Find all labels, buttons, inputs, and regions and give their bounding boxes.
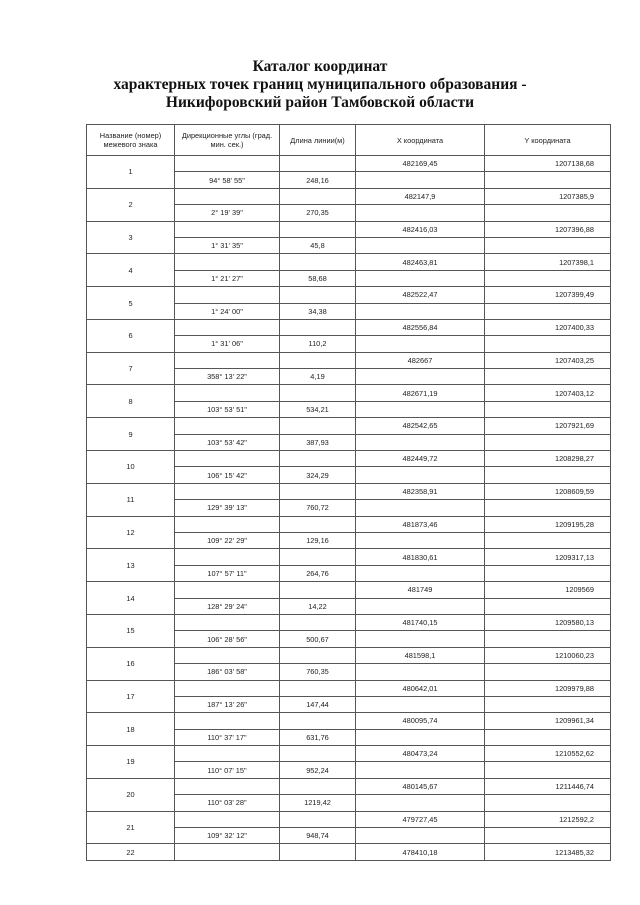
point-number-cell: 2	[87, 188, 175, 221]
y-coordinate-cell	[485, 369, 611, 385]
angle-cell: 110° 07' 15"	[175, 762, 280, 778]
length-cell: 4,19	[280, 369, 356, 385]
length-cell	[280, 746, 356, 762]
y-coordinate-cell	[485, 762, 611, 778]
length-cell	[280, 483, 356, 499]
y-coordinate-cell: 1208298,27	[485, 451, 611, 467]
y-coordinate-cell: 1207403,25	[485, 352, 611, 368]
y-coordinate-cell: 1208609,59	[485, 483, 611, 499]
length-cell: 760,35	[280, 664, 356, 680]
x-coordinate-cell	[356, 237, 485, 253]
table-row-point	[87, 156, 611, 172]
length-cell: 948,74	[280, 828, 356, 844]
point-number-cell: 3	[87, 221, 175, 254]
angle-cell	[175, 614, 280, 630]
length-cell: 147,44	[280, 696, 356, 712]
angle-cell	[175, 844, 280, 860]
point-number-cell: 17	[87, 680, 175, 713]
header-x: X координата	[356, 125, 485, 156]
length-cell	[280, 352, 356, 368]
length-cell: 270,35	[280, 205, 356, 221]
angle-cell	[175, 811, 280, 827]
angle-cell: 187° 13' 26"	[175, 696, 280, 712]
angle-cell: 1° 31' 35"	[175, 237, 280, 253]
x-coordinate-cell: 482147,9	[356, 188, 485, 204]
length-cell: 14,22	[280, 598, 356, 614]
angle-cell: 110° 03' 28"	[175, 795, 280, 811]
x-coordinate-cell: 482463,81	[356, 254, 485, 270]
header-angle: Дирекционные углы (град. мин. сек.)	[175, 125, 280, 156]
table-row-point	[87, 811, 611, 827]
angle-cell: 106° 28' 56"	[175, 631, 280, 647]
table-row-point	[87, 582, 611, 598]
angle-cell: 186° 03' 58"	[175, 664, 280, 680]
y-coordinate-cell	[485, 336, 611, 352]
length-cell: 264,76	[280, 565, 356, 581]
y-coordinate-cell: 1207403,12	[485, 385, 611, 401]
length-cell: 387,93	[280, 434, 356, 450]
angle-cell: 109° 22' 29"	[175, 532, 280, 548]
table-row-point	[87, 778, 611, 794]
table-row-point	[87, 483, 611, 499]
angle-cell	[175, 221, 280, 237]
x-coordinate-cell	[356, 434, 485, 450]
y-coordinate-cell	[485, 434, 611, 450]
point-number-cell: 4	[87, 254, 175, 287]
title-line-1: Каталог координат	[252, 58, 388, 75]
length-cell	[280, 418, 356, 434]
length-cell	[280, 713, 356, 729]
table-row-point	[87, 287, 611, 303]
x-coordinate-cell	[356, 172, 485, 188]
point-number-cell: 22	[87, 844, 175, 860]
y-coordinate-cell	[485, 532, 611, 548]
point-number-cell: 12	[87, 516, 175, 549]
y-coordinate-cell	[485, 828, 611, 844]
angle-cell	[175, 483, 280, 499]
table-row-point	[87, 352, 611, 368]
angle-cell	[175, 254, 280, 270]
table-row-point	[87, 221, 611, 237]
angle-cell: 128° 29' 24"	[175, 598, 280, 614]
angle-cell: 1° 24' 00"	[175, 303, 280, 319]
y-coordinate-cell: 1210060,23	[485, 647, 611, 663]
x-coordinate-cell	[356, 500, 485, 516]
length-cell	[280, 188, 356, 204]
y-coordinate-cell: 1207399,49	[485, 287, 611, 303]
angle-cell	[175, 319, 280, 335]
angle-cell: 1° 31' 06"	[175, 336, 280, 352]
table-row-point	[87, 385, 611, 401]
length-cell	[280, 221, 356, 237]
length-cell: 248,16	[280, 172, 356, 188]
y-coordinate-cell: 1209195,28	[485, 516, 611, 532]
title-line-3: Никифоровский район Тамбовской области	[165, 94, 475, 111]
y-coordinate-cell	[485, 237, 611, 253]
point-number-cell: 10	[87, 451, 175, 484]
angle-cell	[175, 188, 280, 204]
x-coordinate-cell: 482667	[356, 352, 485, 368]
angle-cell: 103° 53' 51"	[175, 401, 280, 417]
angle-cell	[175, 549, 280, 565]
x-coordinate-cell	[356, 532, 485, 548]
length-cell: 760,72	[280, 500, 356, 516]
x-coordinate-cell	[356, 828, 485, 844]
angle-cell	[175, 156, 280, 172]
angle-cell	[175, 647, 280, 663]
x-coordinate-cell	[356, 565, 485, 581]
table-row-point	[87, 680, 611, 696]
y-coordinate-cell	[485, 696, 611, 712]
y-coordinate-cell	[485, 205, 611, 221]
x-coordinate-cell: 482542,65	[356, 418, 485, 434]
y-coordinate-cell: 1207921,69	[485, 418, 611, 434]
y-coordinate-cell	[485, 664, 611, 680]
angle-cell: 109° 32' 12"	[175, 828, 280, 844]
x-coordinate-cell: 482522,47	[356, 287, 485, 303]
point-number-cell: 6	[87, 319, 175, 352]
table-row-point	[87, 647, 611, 663]
length-cell	[280, 778, 356, 794]
x-coordinate-cell	[356, 401, 485, 417]
length-cell	[280, 385, 356, 401]
table-row-point	[87, 516, 611, 532]
y-coordinate-cell: 1209317,13	[485, 549, 611, 565]
point-number-cell: 11	[87, 483, 175, 516]
x-coordinate-cell: 481830,61	[356, 549, 485, 565]
angle-cell	[175, 713, 280, 729]
length-cell	[280, 680, 356, 696]
table-body	[87, 156, 611, 861]
header-name: Название (номер) межевого знака	[87, 125, 175, 156]
length-cell	[280, 451, 356, 467]
point-number-cell: 9	[87, 418, 175, 451]
x-coordinate-cell	[356, 664, 485, 680]
header-length: Длина линии(м)	[280, 125, 356, 156]
angle-cell	[175, 287, 280, 303]
y-coordinate-cell	[485, 467, 611, 483]
length-cell: 58,68	[280, 270, 356, 286]
angle-cell: 2° 19' 39"	[175, 205, 280, 221]
angle-cell: 107° 57' 11"	[175, 565, 280, 581]
x-coordinate-cell	[356, 336, 485, 352]
table-row-point	[87, 844, 611, 860]
angle-cell: 103° 53' 42"	[175, 434, 280, 450]
length-cell	[280, 614, 356, 630]
length-cell: 500,67	[280, 631, 356, 647]
y-coordinate-cell: 1207396,88	[485, 221, 611, 237]
x-coordinate-cell	[356, 467, 485, 483]
x-coordinate-cell: 482358,91	[356, 483, 485, 499]
x-coordinate-cell	[356, 270, 485, 286]
length-cell: 129,16	[280, 532, 356, 548]
angle-cell	[175, 516, 280, 532]
table-row-point	[87, 418, 611, 434]
x-coordinate-cell: 482449,72	[356, 451, 485, 467]
x-coordinate-cell: 482169,45	[356, 156, 485, 172]
x-coordinate-cell	[356, 369, 485, 385]
angle-cell	[175, 778, 280, 794]
table-row-point	[87, 549, 611, 565]
x-coordinate-cell	[356, 795, 485, 811]
length-cell	[280, 254, 356, 270]
length-cell	[280, 287, 356, 303]
angle-cell	[175, 451, 280, 467]
length-cell: 1219,42	[280, 795, 356, 811]
x-coordinate-cell	[356, 762, 485, 778]
point-number-cell: 14	[87, 582, 175, 615]
table-row-point	[87, 188, 611, 204]
y-coordinate-cell: 1209569	[485, 582, 611, 598]
x-coordinate-cell: 481873,46	[356, 516, 485, 532]
y-coordinate-cell	[485, 795, 611, 811]
y-coordinate-cell: 1213485,32	[485, 844, 611, 860]
table-row-point	[87, 746, 611, 762]
angle-cell	[175, 418, 280, 434]
angle-cell: 106° 15' 42"	[175, 467, 280, 483]
y-coordinate-cell	[485, 598, 611, 614]
x-coordinate-cell: 482671,19	[356, 385, 485, 401]
angle-cell	[175, 746, 280, 762]
title-line-2: характерных точек границ муниципального образования -	[113, 76, 527, 93]
x-coordinate-cell	[356, 303, 485, 319]
y-coordinate-cell	[485, 172, 611, 188]
x-coordinate-cell: 482416,03	[356, 221, 485, 237]
x-coordinate-cell	[356, 205, 485, 221]
y-coordinate-cell	[485, 401, 611, 417]
length-cell: 952,24	[280, 762, 356, 778]
table-row-point	[87, 713, 611, 729]
length-cell	[280, 319, 356, 335]
y-coordinate-cell: 1209961,34	[485, 713, 611, 729]
x-coordinate-cell	[356, 598, 485, 614]
table-row-point	[87, 254, 611, 270]
point-number-cell: 18	[87, 713, 175, 746]
x-coordinate-cell: 479727,45	[356, 811, 485, 827]
coordinates-table	[86, 124, 611, 861]
y-coordinate-cell: 1209580,13	[485, 614, 611, 630]
length-cell: 324,29	[280, 467, 356, 483]
angle-cell	[175, 352, 280, 368]
x-coordinate-cell	[356, 729, 485, 745]
length-cell	[280, 516, 356, 532]
length-cell: 534,21	[280, 401, 356, 417]
x-coordinate-cell: 481598,1	[356, 647, 485, 663]
y-coordinate-cell	[485, 303, 611, 319]
length-cell	[280, 844, 356, 860]
x-coordinate-cell	[356, 631, 485, 647]
angle-cell	[175, 680, 280, 696]
x-coordinate-cell: 482556,84	[356, 319, 485, 335]
table-row-point	[87, 451, 611, 467]
y-coordinate-cell: 1211446,74	[485, 778, 611, 794]
point-number-cell: 19	[87, 746, 175, 779]
y-coordinate-cell: 1210552,62	[485, 746, 611, 762]
length-cell	[280, 647, 356, 663]
x-coordinate-cell	[356, 696, 485, 712]
point-number-cell: 1	[87, 156, 175, 189]
length-cell	[280, 156, 356, 172]
y-coordinate-cell	[485, 631, 611, 647]
y-coordinate-cell	[485, 270, 611, 286]
point-number-cell: 16	[87, 647, 175, 680]
angle-cell: 129° 39' 13"	[175, 500, 280, 516]
y-coordinate-cell: 1207385,9	[485, 188, 611, 204]
length-cell	[280, 549, 356, 565]
angle-cell	[175, 582, 280, 598]
table-row-point	[87, 319, 611, 335]
table-row-point	[87, 614, 611, 630]
angle-cell: 1° 21' 27"	[175, 270, 280, 286]
point-number-cell: 7	[87, 352, 175, 385]
length-cell	[280, 582, 356, 598]
angle-cell: 94° 58' 55"	[175, 172, 280, 188]
angle-cell: 110° 37' 17"	[175, 729, 280, 745]
length-cell: 45,8	[280, 237, 356, 253]
x-coordinate-cell: 480095,74	[356, 713, 485, 729]
length-cell: 110,2	[280, 336, 356, 352]
header-y: Y координата	[485, 125, 611, 156]
point-number-cell: 15	[87, 614, 175, 647]
point-number-cell: 8	[87, 385, 175, 418]
y-coordinate-cell	[485, 729, 611, 745]
point-number-cell: 21	[87, 811, 175, 844]
x-coordinate-cell: 480145,67	[356, 778, 485, 794]
x-coordinate-cell: 481740,15	[356, 614, 485, 630]
length-cell	[280, 811, 356, 827]
y-coordinate-cell: 1207398,1	[485, 254, 611, 270]
document-title	[0, 58, 640, 112]
y-coordinate-cell: 1212592,2	[485, 811, 611, 827]
x-coordinate-cell: 481749	[356, 582, 485, 598]
length-cell: 631,76	[280, 729, 356, 745]
point-number-cell: 13	[87, 549, 175, 582]
x-coordinate-cell: 480473,24	[356, 746, 485, 762]
header-row	[87, 125, 611, 156]
angle-cell	[175, 385, 280, 401]
y-coordinate-cell	[485, 565, 611, 581]
x-coordinate-cell: 480642,01	[356, 680, 485, 696]
y-coordinate-cell	[485, 500, 611, 516]
y-coordinate-cell: 1207138,68	[485, 156, 611, 172]
y-coordinate-cell: 1209979,88	[485, 680, 611, 696]
y-coordinate-cell: 1207400,33	[485, 319, 611, 335]
point-number-cell: 20	[87, 778, 175, 811]
length-cell: 34,38	[280, 303, 356, 319]
x-coordinate-cell: 478410,18	[356, 844, 485, 860]
angle-cell: 358° 13' 22"	[175, 369, 280, 385]
point-number-cell: 5	[87, 287, 175, 320]
